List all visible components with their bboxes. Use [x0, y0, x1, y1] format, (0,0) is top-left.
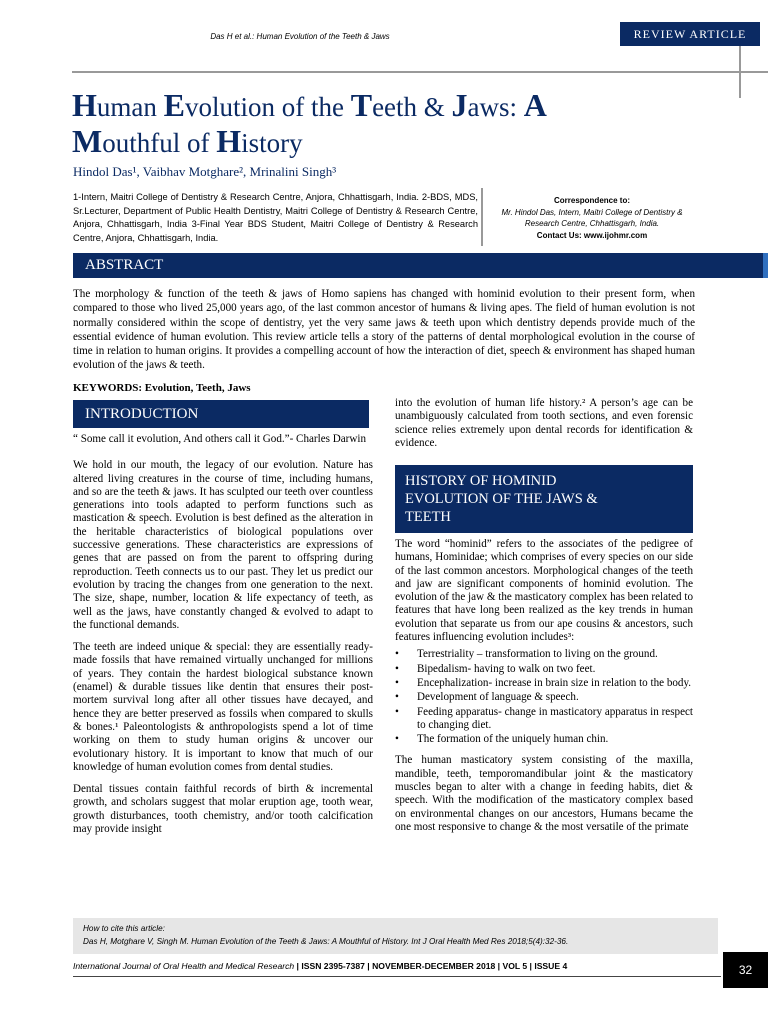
abstract-heading: ABSTRACT — [73, 253, 763, 278]
title-fragment: aws: — [467, 92, 524, 122]
correspondence-label: Correspondence to: — [553, 196, 630, 205]
intro-paragraph-1: We hold in our mouth, the legacy of our evolution. Nature has altered living creatures in the course of time, including humans, and so are the teeth & jaws. It has sculpted our teeth over countless generations into tools adapted to perform functions such as mastication & speech. Evolution is best defined as the alteration in the heritable characteristics of biological populations over successive generations. These characteristics are expressions of genes that are passed on from the parent to offspring during reproduction. Teeth connects us to our past. They let us predict our evolution by tracing the changes from one generation to the next. The size, shape, number, location & life expectancy of teeth, as well as the jaws, have constantly changed & evolved to adapt to the functional demands. — [73, 459, 373, 631]
title-fragment: H — [72, 87, 97, 123]
list-item: • Feeding apparatus- change in masticatory apparatus in respect to changing diet. — [395, 706, 693, 733]
affiliation-divider — [481, 188, 483, 246]
article-title — [72, 88, 672, 160]
citation-text: Das H, Motghare V, Singh M. Human Evolution of the Teeth & Jaws: A Mouthful of History. Int J Oral Health Med Res 2018;5(4):32-36. — [83, 937, 569, 946]
title-line-1 — [72, 88, 672, 124]
list-item: • Development of language & speech. — [395, 691, 693, 704]
running-head: Das H et al.: Human Evolution of the Teeth & Jaws — [210, 32, 390, 41]
contact-link[interactable]: Contact Us: www.ijohmr.com — [536, 230, 648, 240]
header-vertical-rule — [739, 46, 741, 98]
evolution-feature-list — [395, 648, 693, 746]
col2-lead-paragraph: into the evolution of human life history.² A person’s age can be unambiguously calculated from tooth sections, and even forensic science relies extremely upon dental records for identification & evidence. — [395, 397, 693, 449]
left-column — [73, 433, 373, 845]
citation-box — [73, 918, 718, 954]
right-column — [395, 397, 693, 459]
introduction-heading: INTRODUCTION — [73, 400, 369, 428]
title-fragment: eeth & — [372, 92, 452, 122]
title-fragment: istory — [241, 128, 303, 158]
citation-label: How to cite this article: — [83, 924, 165, 933]
footer-rule — [73, 976, 721, 977]
intro-paragraph-2: The teeth are indeed unique & special: they are essentially ready-made fossils that have remained virtually unchanged for millions of years. They contain the hardest biological substance known (enamel) & durable tissues like dentin that ensures their post-mortem survival long after all other tissues have decayed, and hence they are better preserved as fossils when compared to skulls & bones.¹ Paleontologists & anthropologists spend a lot of time working on them to study human origins & uncover our evolutionary history. It is important to know that much of our knowledge of human evolution comes from dental studies. — [73, 641, 373, 773]
history-section — [395, 538, 693, 843]
title-fragment: J — [451, 87, 468, 123]
history-heading-line-2: EVOLUTION OF THE JAWS & — [405, 491, 598, 507]
journal-name: International Journal of Oral Health and Medical Research — [73, 961, 295, 971]
list-item: • Bipedalism- having to walk on two feet. — [395, 663, 693, 676]
title-fragment: H — [216, 123, 242, 159]
issue-meta: | ISSN 2395-7387 | NOVEMBER-DECEMBER 2018 | VOL 5 | ISSUE 4 — [294, 961, 568, 971]
history-heading — [395, 465, 693, 533]
title-fragment: T — [350, 87, 373, 123]
history-heading-line-1: HISTORY OF HOMINID — [405, 473, 557, 489]
list-item: • Terrestriality – transformation to living on the ground. — [395, 648, 693, 661]
article-type-badge: REVIEW ARTICLE — [620, 22, 760, 46]
title-line-2 — [72, 124, 672, 160]
title-fragment: E — [163, 87, 185, 123]
affiliations: 1-Intern, Maitri College of Dentistry & Research Centre, Anjora, Chhattisgarh, India. 2-BDS, MDS, Sr.Lecturer, Department of Public Health Dentistry, Maitri College of Dentistry & Research Centre, Anjora, Chhattisgarh, India 3-Final Year BDS Student, Maitri College of Dentistry & Research Centre, Anjora, Chhattisgarh, India. — [73, 192, 478, 243]
header-rule — [72, 71, 768, 73]
title-fragment: outhful of — [102, 128, 217, 158]
title-fragment: M — [72, 123, 103, 159]
title-fragment: uman — [96, 92, 164, 122]
history-paragraph-2: The human masticatory system consisting of the maxilla, mandible, teeth, temporomandibular joint & the masticatory muscles began to alter with a change in feeding habits, diet & speech. With the modification of the masticatory complex based on environmental changes on our ancestors, Humans became the one most responsive to change & the most versatile of the primate — [395, 754, 693, 833]
history-heading-line-3: TEETH — [405, 509, 451, 525]
list-item: • The formation of the uniquely human chin. — [395, 733, 693, 746]
title-fragment: volution of the — [184, 92, 351, 122]
keywords: KEYWORDS: Evolution, Teeth, Jaws — [73, 382, 251, 394]
correspondence-block — [484, 195, 700, 241]
correspondence-body: Mr. Hindol Das, Intern, Maitri College of Dentistry & Research Centre, Chhattisgarh, India. — [501, 207, 683, 228]
list-item: • Encephalization- increase in brain size in relation to the body. — [395, 677, 693, 690]
abstract-accent-bar — [763, 253, 768, 278]
page-footer — [73, 961, 567, 971]
intro-paragraph-3: Dental tissues contain faithful records of birth & incremental growth, and scholars suggest that molar eruption age, tooth wear, growth disturbances, tooth chemistry, and/or tooth calcification may provide insight — [73, 783, 373, 836]
author-list: Hindol Das¹, Vaibhav Motghare², Mrinalini Singh³ — [73, 164, 337, 179]
history-paragraph-1: The word “hominid” refers to the associates of the pedigree of humans, Hominidae; which comprises of every species on our side of the last common ancestors. Morphological changes of the teeth and jaw are significant components of hominid evolution. The evolution of the jaw & the masticatory complex has been related to features that have long been realized as the key trends in human evolution that separate us from our ape cousins & ancestors, such features influencing evolution includes³: — [395, 538, 693, 644]
title-fragment: A — [523, 87, 547, 123]
abstract-text: The morphology & function of the teeth & jaws of Homo sapiens has changed with hominid evolution to their present form, when compared to those who lived 25,000 years ago, of the last common ancestor of humans & living apes. The field of human evolution is not normally considered within the scope of dentistry, yet the very same jaws & teeth upon which dentistry depends provide much of the essential evidence of human evolution. This review article tells a story of the patterns of dental morphological evolution in the course of time in relation to human origins. It provides a compelling account of how the interaction of diet, speech & environment has shaped human evolution of the jaws & teeth. — [73, 288, 695, 372]
page-number: 32 — [723, 952, 768, 988]
intro-quote: “ Some call it evolution, And others call it God.”- Charles Darwin — [73, 433, 366, 445]
